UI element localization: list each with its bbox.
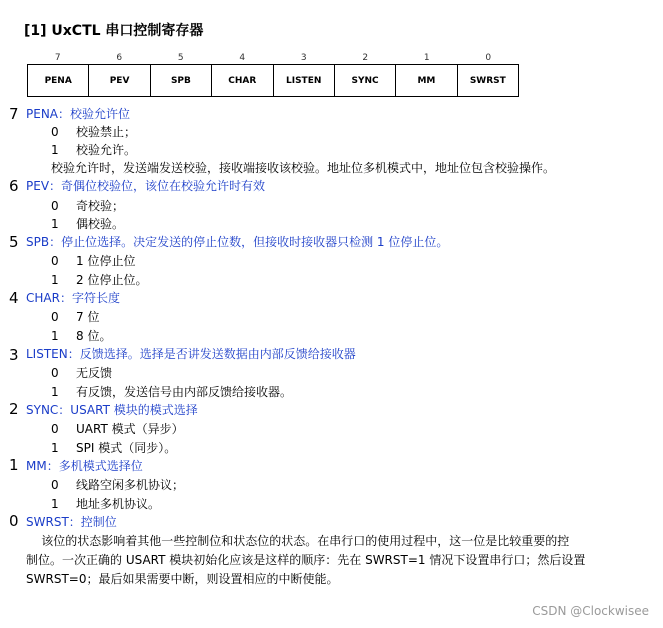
option-text: 无反馈: [76, 366, 113, 380]
section-description: 校验允许时，发送端发送校验，接收端接收该校验。地址位多机模式中，地址位包含校验操作。: [51, 161, 556, 175]
bit-number: 2: [362, 53, 369, 63]
section-bit-number: 1: [9, 456, 19, 474]
option-value: 1: [51, 217, 59, 231]
option-value: 1: [51, 329, 59, 343]
section-bit-number: 6: [9, 177, 19, 195]
option-text: 1 位停止位: [76, 254, 136, 268]
option-text: 2 位停止位。: [76, 273, 148, 287]
section-heading-spb: SPB：停止位选择。决定发送的停止位数，但接收时接收器只检测 1 位停止位。: [26, 235, 449, 249]
option-row: [51, 496, 160, 512]
option-value: 1: [51, 441, 59, 455]
register-field-swrst: SWRST: [469, 75, 506, 86]
option-row: [51, 421, 184, 437]
register-title: [1] UxCTL 串口控制寄存器: [24, 23, 204, 39]
bit-number: 7: [54, 53, 61, 63]
option-value: 1: [51, 273, 59, 287]
bit-number: 1: [423, 53, 430, 63]
section-bit-number: 0: [9, 512, 19, 530]
register-field-listen: LISTEN: [274, 65, 335, 96]
option-row: [51, 440, 176, 456]
option-text: 有反馈，发送信号由内部反馈给接收器。: [76, 385, 293, 399]
register-field-mm: MM: [396, 65, 457, 96]
section-heading-pev: PEV：奇偶位校验位，该位在校验允许时有效: [26, 179, 266, 193]
section-description-line: SWRST=0；最后如果需要中断，则设置相应的中断使能。: [26, 572, 339, 586]
section-bit-number: 4: [9, 289, 19, 307]
section-bit-number: 2: [9, 400, 19, 418]
option-row: [51, 253, 135, 269]
section-heading-pena: PENA：校验允许位: [26, 107, 131, 121]
option-text: 校验禁止；: [76, 125, 137, 139]
option-text: UART 模式（异步）: [76, 422, 184, 436]
option-value: 1: [51, 143, 59, 157]
option-row: [51, 198, 124, 214]
csdn-watermark: CSDN @Clockwisee: [532, 604, 649, 618]
register-field-spb: SPB: [151, 65, 212, 96]
option-value: 0: [51, 366, 59, 380]
option-value: 1: [51, 497, 59, 511]
register-diagram: [27, 64, 519, 97]
register-field-pena: PENA: [28, 65, 89, 96]
section-bit-number: 7: [9, 105, 19, 123]
register-field-char: CHAR: [212, 65, 273, 96]
option-row: [51, 142, 136, 158]
bit-number: 3: [300, 53, 307, 63]
option-value: 0: [51, 310, 59, 324]
register-field-sync: SYNC: [335, 65, 396, 96]
option-text: 7 位: [76, 310, 100, 324]
option-row: [51, 477, 184, 493]
bit-number: 6: [116, 53, 123, 63]
option-row: [51, 216, 124, 232]
option-value: 0: [51, 199, 59, 213]
section-description-line: 该位的状态影响着其他一些控制位和状态位的状态。在串行口的使用过程中，这一位是比较重要的控: [26, 534, 570, 548]
bit-number: 0: [485, 53, 492, 63]
option-text: 奇校验；: [76, 199, 125, 213]
option-text: 校验允许。: [76, 143, 137, 157]
option-value: 1: [51, 385, 59, 399]
option-value: 0: [51, 125, 59, 139]
section-heading-listen: LISTEN：反馈选择。选择是否讲发送数据由内部反馈给接收器: [26, 347, 356, 361]
option-row: [51, 384, 292, 400]
bit-number: 4: [239, 53, 246, 63]
option-value: 0: [51, 422, 59, 436]
option-text: 地址多机协议。: [76, 497, 161, 511]
option-row: [51, 124, 136, 140]
section-heading-sync: SYNC：USART 模块的模式选择: [26, 403, 198, 417]
option-text: 线路空闲多机协议；: [76, 478, 185, 492]
bit-number: 5: [177, 53, 184, 63]
register-field-pev: PEV: [89, 65, 150, 96]
option-text: 偶校验。: [76, 217, 125, 231]
option-value: 0: [51, 254, 59, 268]
section-bit-number: 5: [9, 233, 19, 251]
section-description-line: 制位。一次正确的 USART 模块初始化应该是这样的顺序：先在 SWRST=1 情况下设置串行口；然后设置: [26, 553, 586, 567]
section-heading-mm: MM：多机模式选择位: [26, 459, 143, 473]
section-heading-char: CHAR：字符长度: [26, 291, 120, 305]
option-row: [51, 328, 111, 344]
option-row: [51, 272, 147, 288]
option-text: 8 位。: [76, 329, 112, 343]
option-row: [51, 365, 112, 381]
option-row: [51, 309, 99, 325]
section-bit-number: 3: [9, 346, 19, 364]
option-text: SPI 模式（同步）。: [76, 441, 177, 455]
option-value: 0: [51, 478, 59, 492]
section-heading-swrst: SWRST：控制位: [26, 515, 117, 529]
